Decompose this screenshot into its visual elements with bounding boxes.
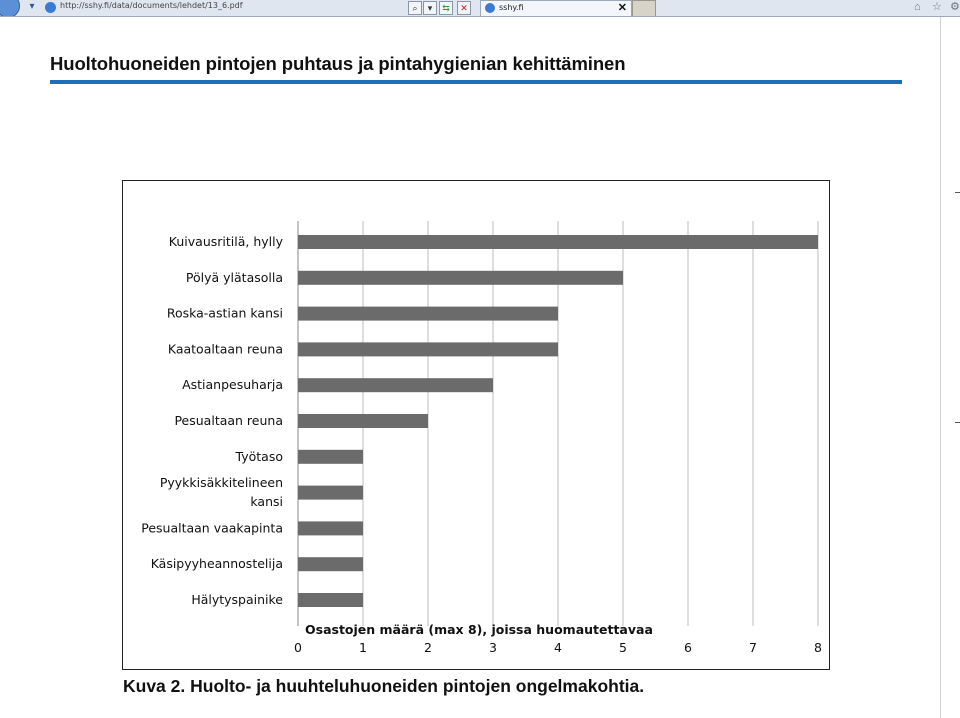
x-tick-label: 4 [554,640,562,655]
document-title: Huoltohuoneiden pintojen puhtaus ja pintahygienian kehittäminen [50,53,626,74]
address-dropdown-icon[interactable]: ▾ [423,1,437,15]
category-label: Käsipyyheannostelija [150,556,283,572]
category-label: Työtaso [235,448,283,464]
category-label: Pesualtaan vaakapinta [141,520,283,536]
bar [298,450,363,464]
bar [298,307,558,321]
home-icon[interactable]: ⌂ [914,1,921,13]
page-favicon-icon [45,2,56,13]
x-tick-label: 5 [619,640,627,655]
x-tick-label: 1 [359,640,367,655]
x-tick-label: 8 [814,640,822,655]
bar [298,521,363,535]
bar [298,271,623,285]
scrollbar-mark [955,192,960,193]
settings-icon[interactable]: ⚙ [950,1,960,13]
browser-tab[interactable] [480,0,632,16]
category-label: Roska-astian kansi [166,305,283,321]
bar [298,593,363,607]
category-label: Pesualtaan reuna [174,413,283,428]
scrollbar-mark [955,422,960,423]
favorites-icon[interactable]: ☆ [932,1,942,13]
x-tick-label: 0 [294,640,302,655]
dropdown-arrow-icon[interactable]: ▾ [29,1,35,12]
bar-chart [123,181,829,669]
x-tick-label: 3 [489,640,497,655]
bar [298,486,363,500]
category-label: Kuivausritilä, hylly [168,234,283,249]
category-label: Pölyä ylätasolla [185,269,283,285]
x-tick-label: 6 [684,640,692,655]
x-axis-title: Osastojen määrä (max 8), joissa huomautettavaa [305,622,653,637]
chart-frame [122,180,830,670]
title-underline [50,80,902,84]
x-tick-label: 7 [749,640,757,655]
search-icon[interactable]: ⌕ [408,1,422,15]
category-label: Astianpesuharja [182,377,283,393]
category-label: Hälytyspainike [191,592,283,607]
tab-favicon-icon [485,3,495,13]
new-tab-button[interactable] [632,0,656,17]
scrollbar[interactable] [940,17,960,718]
stop-icon[interactable]: ✕ [457,1,471,15]
address-bar[interactable]: http://sshy.fi/data/documents/lehdet/13_6.pdf [60,1,243,10]
category-label: Kaatoaltaan reuna [167,341,283,357]
bar [298,378,493,392]
bar [298,342,558,356]
compatibility-icon[interactable]: ⇆ [439,1,453,15]
tab-title: sshy.fi [499,3,524,12]
browser-toolbar [0,0,960,17]
tab-close-icon[interactable]: ✕ [617,2,627,14]
figure-caption: Kuva 2. Huolto- ja huuhteluhuoneiden pintojen ongelmakohtia. [123,676,645,696]
back-button[interactable] [0,0,20,17]
bar [298,557,363,571]
category-label: Pyykkisäkkitelineen kansi [159,475,283,510]
bar [298,235,818,249]
bar [298,414,428,428]
x-tick-label: 2 [424,640,432,655]
